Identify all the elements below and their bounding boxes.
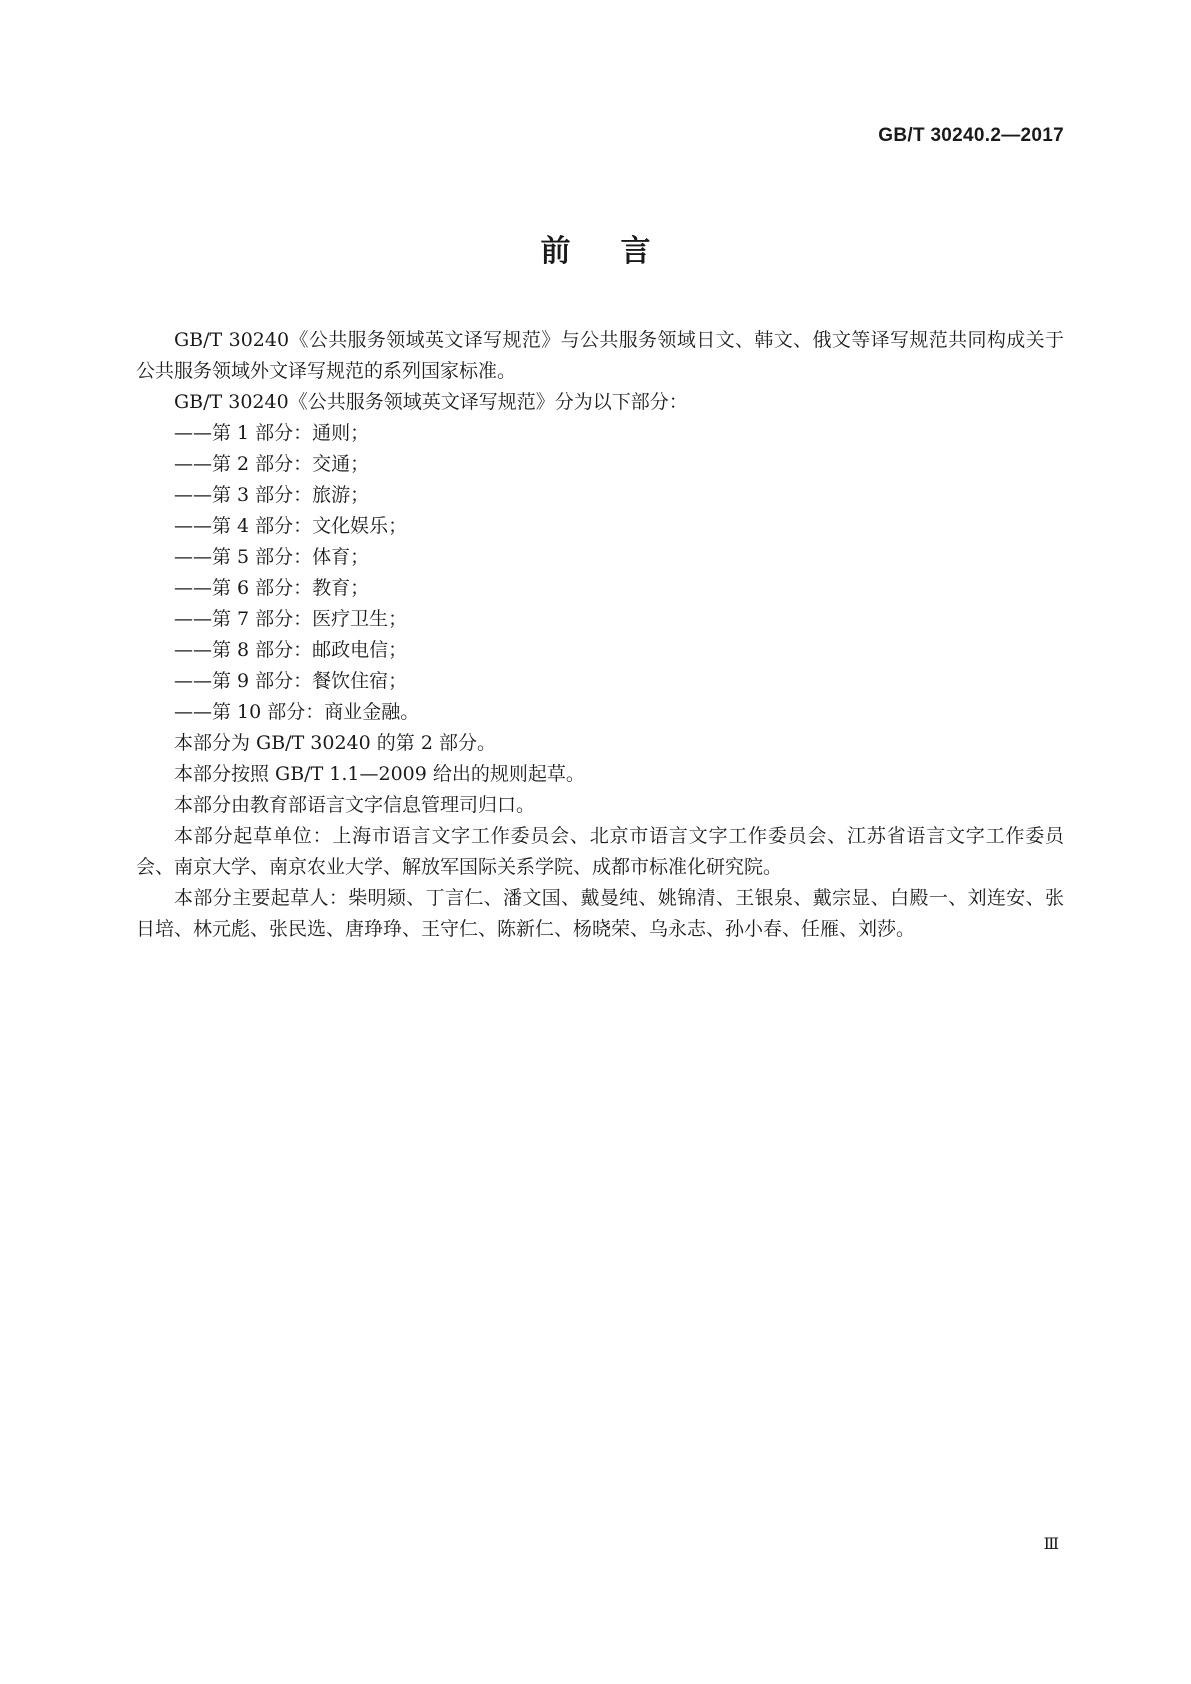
part-of-statement: 本部分为 GB/T 30240 的第 2 部分。 [174, 732, 496, 754]
list-item: ——第 9 部分：餐饮住宿； [174, 670, 408, 692]
list-item: ——第 3 部分：旅游； [174, 484, 370, 506]
list-item: ——第 5 部分：体育； [174, 546, 370, 568]
page-number: Ⅲ [1043, 1534, 1059, 1553]
list-item: ——第 8 部分：邮政电信； [174, 639, 408, 661]
drafters-statement: 本部分主要起草人：柴明颎、丁言仁、潘文国、戴曼纯、姚锦清、王银泉、戴宗显、白殿一、刘连安、张日培、林元彪、张民选、唐琤琤、王守仁、陈新仁、杨晓荣、乌永志、孙小春、任雁、刘莎。 [136, 887, 1064, 940]
list-item: ——第 10 部分：商业金融。 [174, 701, 420, 723]
standard-code: GB/T 30240.2—2017 [878, 125, 1064, 146]
list-item: ——第 2 部分：交通； [174, 453, 370, 475]
list-item: ——第 1 部分：通则； [174, 422, 370, 444]
list-item: ——第 4 部分：文化娱乐； [174, 515, 408, 537]
drafting-rule-statement: 本部分按照 GB/T 1.1—2009 给出的规则起草。 [174, 763, 585, 785]
list-item: ——第 6 部分：教育； [174, 577, 370, 599]
intro-paragraph: GB/T 30240《公共服务领域英文译写规范》与公共服务领域日文、韩文、俄文等译写规范共同构成关于公共服务领域外文译写规范的系列国家标准。 [136, 329, 1064, 382]
parts-list [136, 418, 1064, 728]
authority-statement: 本部分由教育部语言文字信息管理司归口。 [174, 794, 536, 816]
page-title: 前言 [540, 234, 701, 269]
document-body [136, 325, 1064, 945]
parts-intro-paragraph: GB/T 30240《公共服务领域英文译写规范》分为以下部分： [174, 391, 688, 413]
list-item: ——第 7 部分：医疗卫生； [174, 608, 408, 630]
drafting-units-statement: 本部分起草单位：上海市语言文字工作委员会、北京市语言文字工作委员会、江苏省语言文字工作委员会、南京大学、南京农业大学、解放军国际关系学院、成都市标准化研究院。 [136, 825, 1064, 878]
